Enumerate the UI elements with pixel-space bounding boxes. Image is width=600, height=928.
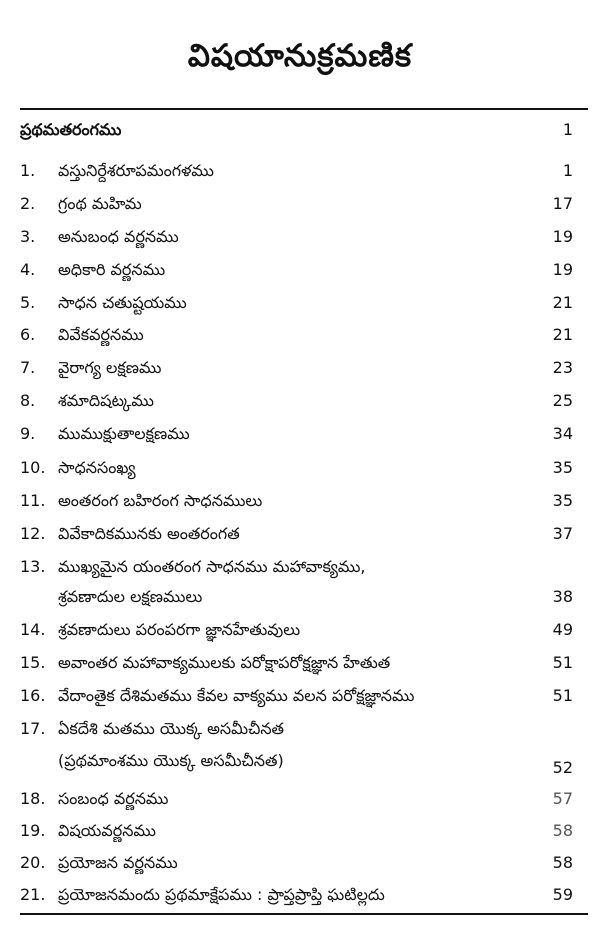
entry-title-continuation: (ప్రథమాంశము యొక్క అసమీచీనత) (58, 751, 284, 770)
entry-title: గ్రంథ మహిమ (58, 194, 142, 213)
entry-page: 21 (552, 325, 573, 344)
entry-page: 58 (552, 853, 573, 872)
entry-number: 16. (20, 686, 46, 705)
toc-row (0, 850, 600, 876)
entry-page: 59 (552, 885, 573, 904)
entry-number: 15. (20, 653, 46, 672)
entry-number: 5. (20, 293, 36, 312)
entry-title: శ్రవణాదులు పరంపరగా జ్ఞానహేతువులు (58, 620, 301, 639)
toc-row (0, 786, 600, 812)
toc-row (0, 521, 600, 547)
entry-title: శమాదిషట్కము (58, 391, 154, 410)
toc-row (0, 290, 600, 316)
entry-number: 13. (20, 557, 46, 576)
entry-title-continuation: శ్రవణాదుల లక్షణములు (58, 587, 203, 606)
toc-row (0, 388, 600, 414)
entry-page: 37 (552, 524, 573, 543)
entry-number: 9. (20, 424, 36, 443)
entry-page: 57 (552, 789, 573, 808)
chapter-title: ప్రథమతరంగము (20, 120, 122, 139)
entry-title: ముఖ్యమైన యంతరంగ సాధనము మహావాక్యము, (58, 557, 366, 576)
entry-title: అంతరంగ బహిరంగ సాధనములు (58, 491, 263, 510)
entry-number: 20. (20, 853, 46, 872)
entry-page: 35 (552, 458, 573, 477)
toc-row (0, 617, 600, 643)
entry-title: అవాంతర మహావాక్యములకు పరోక్షాపరోక్షజ్ఞాన హేతుత (58, 653, 391, 672)
toc-row (0, 257, 600, 283)
entry-number: 19. (20, 821, 46, 840)
toc-row (0, 191, 600, 217)
entry-page: 17 (552, 194, 573, 213)
toc-row (0, 716, 600, 742)
entry-number: 6. (20, 325, 36, 344)
toc-row (0, 355, 600, 381)
entry-page: 1 (562, 161, 573, 180)
top-rule (20, 108, 588, 110)
entry-page: 49 (552, 620, 573, 639)
toc-row (0, 683, 600, 709)
entry-title: సంబంధ వర్ణనము (58, 789, 169, 808)
chapter-row (0, 117, 600, 143)
toc-row (0, 421, 600, 447)
entry-page: 19 (552, 260, 573, 279)
entry-title: అధికారి వర్ణనము (58, 260, 166, 279)
entry-title: వివేకవర్ణనము (58, 325, 144, 344)
entry-number: 4. (20, 260, 36, 279)
entry-number: 2. (20, 194, 36, 213)
entry-page: 35 (552, 491, 573, 510)
entry-number: 8. (20, 391, 36, 410)
toc-row (0, 224, 600, 250)
entry-number: 21. (20, 885, 46, 904)
toc-row (0, 554, 600, 580)
entry-page: 19 (552, 227, 573, 246)
toc-row (0, 455, 600, 481)
toc-row (0, 322, 600, 348)
toc-row (0, 882, 600, 908)
entry-title: వేదాంతైక దేశిమతము కేవల వాక్యము వలన పరోక్షజ్ఞానము (58, 686, 415, 705)
entry-number: 14. (20, 620, 46, 639)
toc-row (0, 158, 600, 184)
entry-title: ప్రయోజన వర్ణనము (58, 853, 178, 872)
entry-title: వైరాగ్య లక్షణము (58, 358, 162, 377)
entry-title: సాధనసంఖ్య (58, 458, 136, 477)
entry-number: 11. (20, 491, 46, 510)
entry-page: 52 (552, 758, 573, 777)
chapter-page: 1 (562, 120, 573, 139)
entry-number: 3. (20, 227, 36, 246)
entry-number: 18. (20, 789, 46, 808)
entry-number: 12. (20, 524, 46, 543)
entry-page: 25 (552, 391, 573, 410)
entry-number: 1. (20, 161, 36, 180)
entry-number: 10. (20, 458, 46, 477)
entry-title: వివేకాదికమునకు అంతరంగత (58, 524, 240, 543)
entry-page: 58 (552, 821, 573, 840)
entry-number: 17. (20, 719, 46, 738)
toc-row-page (0, 755, 600, 781)
entry-title: విషయవర్ణనము (58, 821, 156, 840)
entry-page: 23 (552, 358, 573, 377)
entry-page: 21 (552, 293, 573, 312)
entry-title: ముముక్షుతాలక్షణము (58, 424, 190, 443)
toc-row-continuation (0, 584, 600, 610)
toc-row (0, 650, 600, 676)
entry-title: అనుబంధ వర్ణనము (58, 227, 179, 246)
entry-number: 7. (20, 358, 36, 377)
entry-title: సాధన చతుష్టయము (58, 293, 187, 312)
toc-row (0, 488, 600, 514)
entry-title: ప్రయోజనమందు ప్రథమాక్షేపము : ప్రాప్తప్రాప్తి ఘటిల్లదు (58, 885, 385, 904)
toc-row (0, 818, 600, 844)
page-title: విషయానుక్రమణిక (187, 38, 413, 74)
bottom-rule (20, 913, 588, 915)
entry-title: వస్తునిర్దేశరూపమంగళము (58, 161, 214, 180)
entry-page: 34 (552, 424, 573, 443)
entry-page: 38 (552, 587, 573, 606)
entry-page: 51 (552, 653, 573, 672)
entry-page: 51 (552, 686, 573, 705)
entry-title: ఏకదేశి మతము యొక్క అసమీచీనత (58, 719, 285, 738)
